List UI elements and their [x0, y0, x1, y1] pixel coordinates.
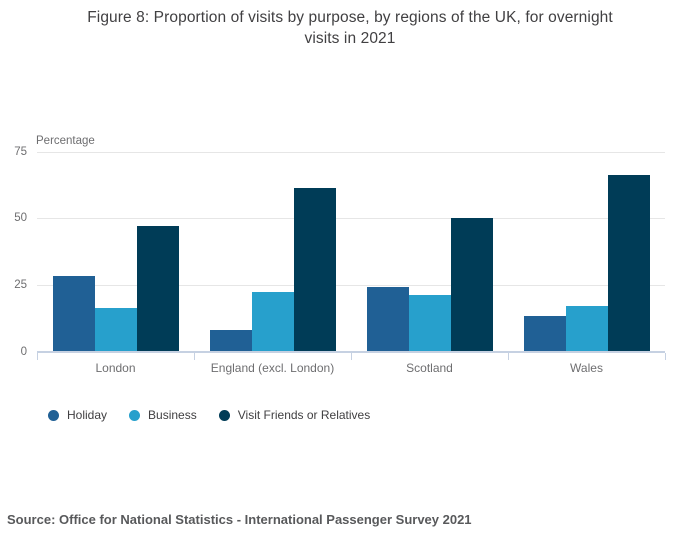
bar-scotland-holiday — [367, 287, 409, 351]
bar-wales-visit-friends-or-relatives — [608, 175, 650, 351]
legend-dot-icon — [129, 410, 140, 421]
y-tick-label-50: 50 — [14, 212, 27, 224]
x-axis-tick — [508, 353, 509, 360]
y-tick-label-75: 75 — [14, 146, 27, 158]
x-axis-tick — [351, 353, 352, 360]
legend-item-holiday — [48, 408, 107, 422]
x-axis-tick — [37, 353, 38, 360]
legend-dot-icon — [219, 410, 230, 421]
bar-england-excl-london-business — [252, 292, 294, 351]
y-tick-label-0: 0 — [20, 346, 27, 358]
legend-label: Holiday — [67, 408, 108, 422]
bar-london-visit-friends-or-relatives — [137, 226, 179, 351]
gridline-25 — [37, 285, 665, 286]
legend-label: Business — [148, 408, 197, 422]
x-label-wales: Wales — [570, 361, 603, 375]
bar-scotland-visit-friends-or-relatives — [451, 218, 493, 351]
chart-title-line2: visits in 2021 — [304, 30, 396, 47]
x-axis-tick — [665, 353, 666, 360]
legend-dot-icon — [48, 410, 59, 421]
bar-scotland-business — [409, 295, 451, 351]
legend-label: Visit Friends or Relatives — [237, 408, 371, 422]
x-label-london: London — [95, 361, 136, 375]
bar-london-business — [95, 308, 137, 351]
gridline-50 — [37, 218, 665, 219]
legend-item-visit-friends-or-relatives — [219, 408, 371, 422]
bar-england-excl-london-visit-friends-or-relatives — [294, 188, 336, 351]
bar-london-holiday — [53, 276, 95, 351]
legend — [48, 408, 370, 422]
legend-item-business — [129, 408, 197, 422]
x-axis-tick — [194, 353, 195, 360]
chart-title-line1: Figure 8: Proportion of visits by purpose, by regions of the UK, for overnight — [87, 9, 613, 26]
bar-england-excl-london-holiday — [210, 330, 252, 351]
bar-wales-business — [566, 306, 608, 351]
y-tick-label-25: 25 — [14, 279, 27, 291]
chart-title — [0, 7, 700, 49]
y-axis-title: Percentage — [36, 135, 95, 147]
x-label-england-excl-london: England (excl. London) — [210, 361, 335, 375]
bar-wales-holiday — [524, 316, 566, 351]
x-label-scotland: Scotland — [406, 361, 453, 375]
source-note: Source: Office for National Statistics - International Passenger Survey 2021 — [7, 512, 472, 527]
gridline-75 — [37, 152, 665, 153]
